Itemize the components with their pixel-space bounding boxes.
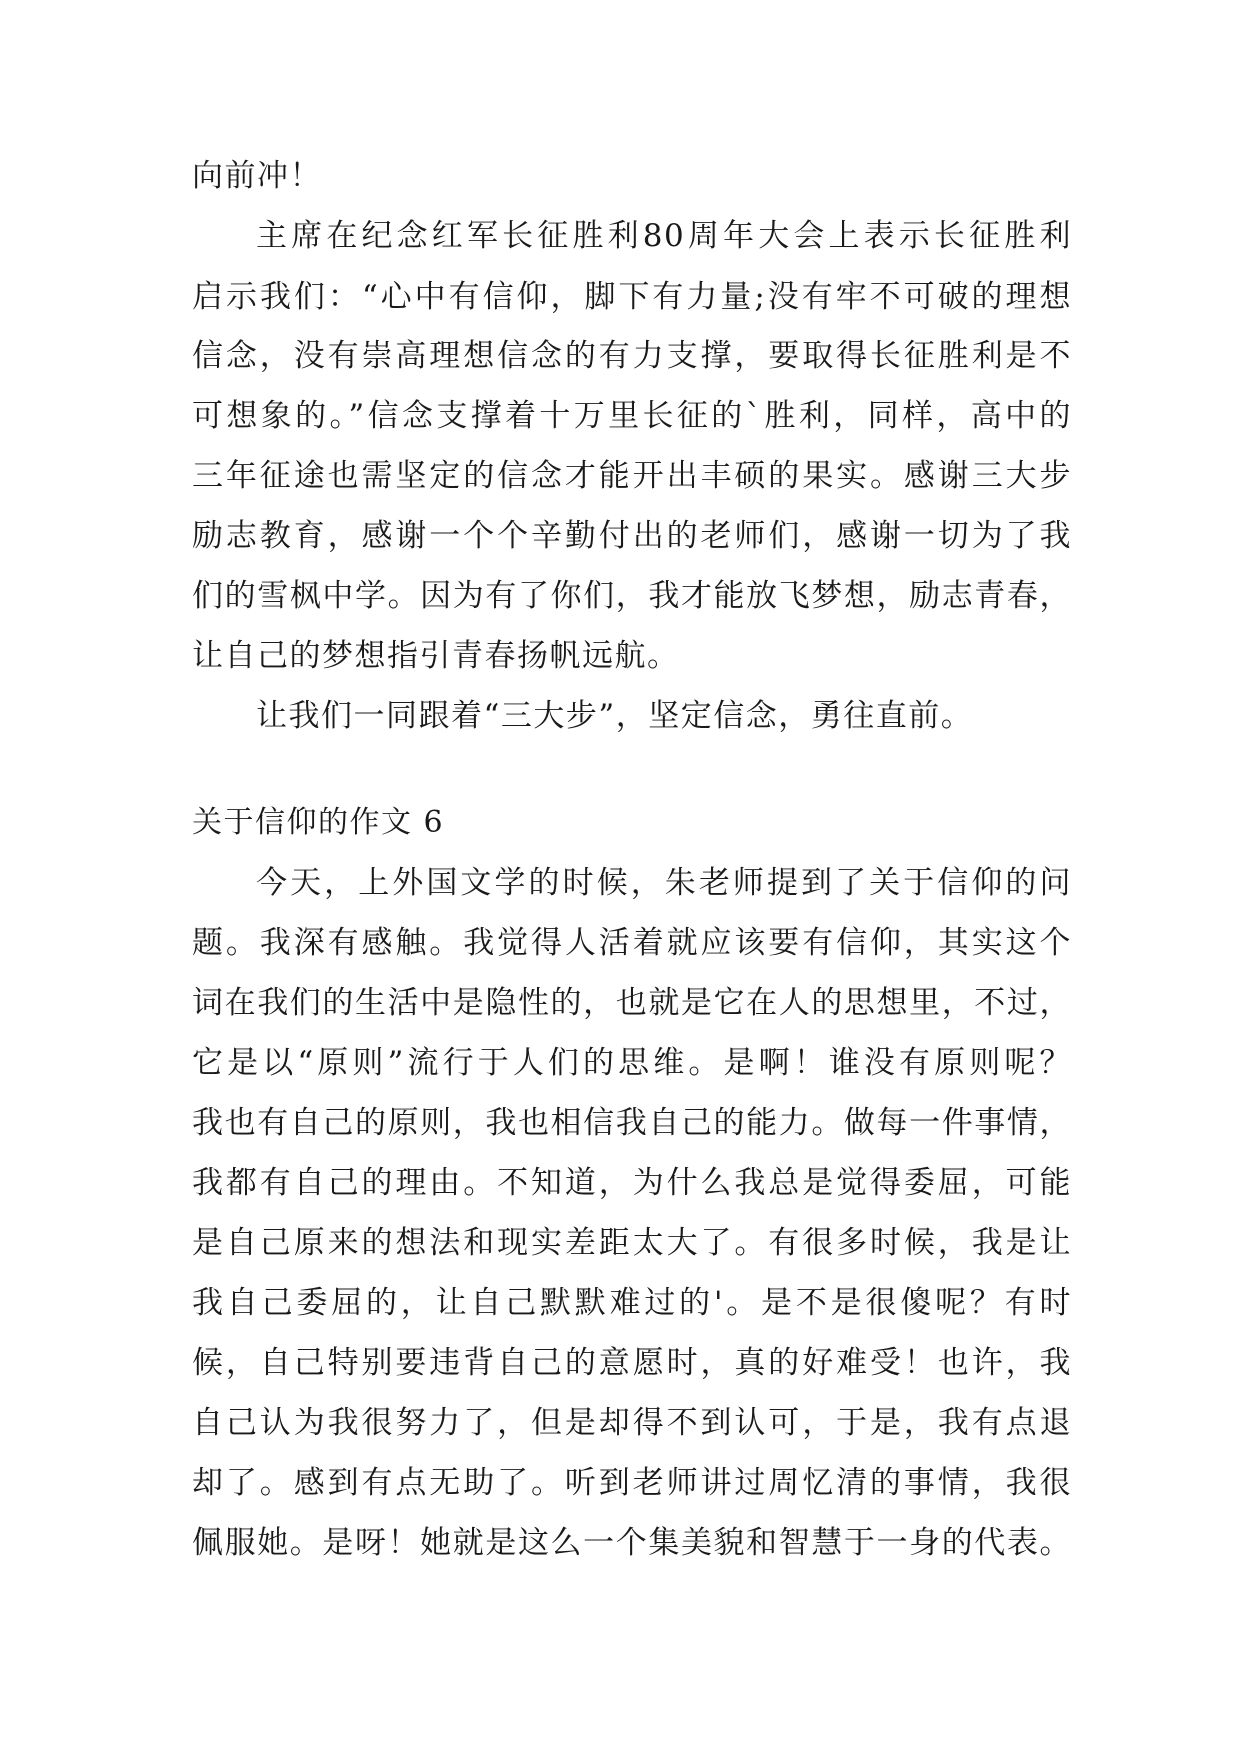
section-title: 关于信仰的作文 6 xyxy=(192,805,445,840)
text-line: 三年征途也需坚定的信念才能开出丰硕的果实。感谢三大步 xyxy=(192,458,1072,494)
text-line: 我都有自己的理由。不知道，为什么我总是觉得委屈，可能 xyxy=(192,1165,1072,1201)
text-line: 词在我们的生活中是隐性的，也就是它在人的思想里，不过， xyxy=(192,985,1072,1021)
text-line: 向前冲！ xyxy=(192,158,322,194)
text-line: 题。我深有感触。我觉得人活着就应该要有信仰，其实这个 xyxy=(192,925,1072,961)
paragraph-first-line: 让我们一同跟着“三大步”，坚定信念，勇往直前。 xyxy=(256,698,974,734)
text-line: 们的雪枫中学。因为有了你们，我才能放飞梦想，励志青春， xyxy=(192,578,1072,614)
text-line: 我自己委屈的，让自己默默难过的'。是不是很傻呢？有时 xyxy=(192,1285,1072,1321)
text-line: 候，自己特别要违背自己的意愿时，真的好难受！也许，我 xyxy=(192,1345,1072,1381)
text-line: 佩服她。是呀！她就是这么一个集美貌和智慧于一身的代表。 xyxy=(192,1525,1072,1561)
paragraph-first-line: 今天，上外国文学的时候，朱老师提到了关于信仰的问 xyxy=(256,865,1072,901)
text-line: 励志教育，感谢一个个辛勤付出的老师们，感谢一切为了我 xyxy=(192,518,1072,554)
text-line: 却了。感到有点无助了。听到老师讲过周忆清的事情，我很 xyxy=(192,1465,1072,1501)
text-line: 自己认为我很努力了，但是却得不到认可，于是，我有点退 xyxy=(192,1405,1072,1441)
text-line: 可想象的。”信念支撑着十万里长征的`胜利，同样，高中的 xyxy=(192,398,1072,434)
text-line: 我也有自己的原则，我也相信我自己的能力。做每一件事情， xyxy=(192,1105,1072,1141)
text-line: 让自己的梦想指引青春扬帆远航。 xyxy=(192,638,680,674)
text-line: 它是以“原则”流行于人们的思维。是啊！谁没有原则呢？ xyxy=(192,1045,1072,1081)
text-line: 是自己原来的想法和现实差距太大了。有很多时候，我是让 xyxy=(192,1225,1072,1261)
text-line: 信念，没有崇高理想信念的有力支撑，要取得长征胜利是不 xyxy=(192,338,1072,374)
text-line: 启示我们：“心中有信仰，脚下有力量;没有牢不可破的理想 xyxy=(192,279,1072,315)
paragraph-first-line: 主席在纪念红军长征胜利80周年大会上表示长征胜利 xyxy=(256,218,1072,254)
